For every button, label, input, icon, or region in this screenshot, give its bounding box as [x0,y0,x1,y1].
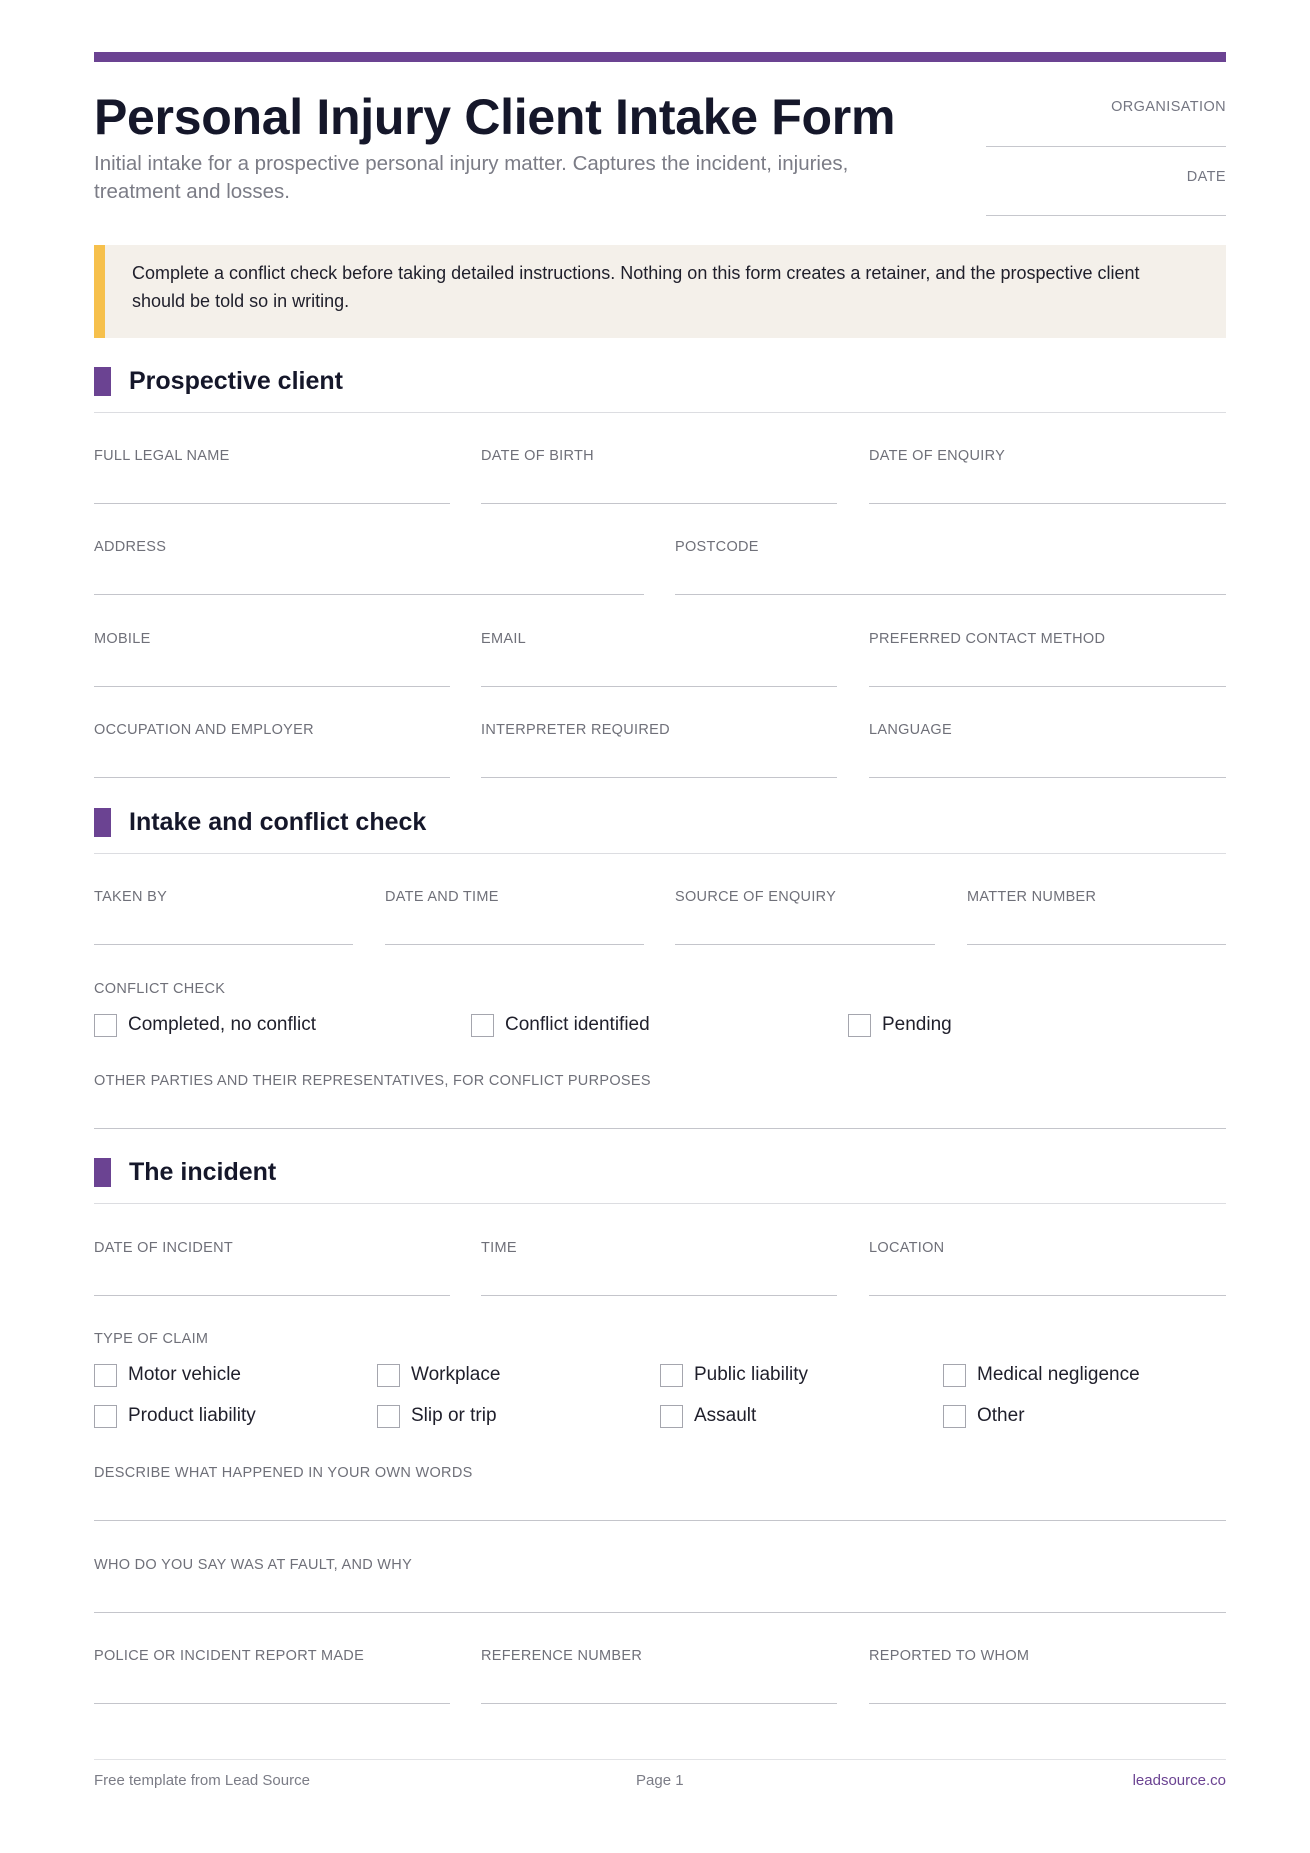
field-label: REFERENCE NUMBER [481,1648,643,1664]
page-number: Page 1 [636,1772,684,1789]
checkbox-label: Assault [694,1405,757,1426]
report-made-field[interactable] [94,1648,450,1704]
at-fault-field[interactable] [94,1557,1226,1613]
field-label: DATE OF INCIDENT [94,1240,234,1256]
claim-option-assault[interactable] [660,1404,756,1428]
field-label: LANGUAGE [869,722,952,738]
conflict-check-label: CONFLICT CHECK [94,981,226,997]
field-label: MOBILE [94,631,151,647]
field-label: POSTCODE [675,539,759,555]
section-marker [94,367,111,396]
preferred-contact-method-field[interactable] [869,631,1226,687]
source-of-enquiry-field[interactable] [675,889,935,945]
email-field[interactable] [481,631,837,687]
section-marker [94,808,111,837]
checkbox-label: Other [977,1405,1025,1426]
time-field[interactable] [481,1240,837,1296]
checkbox[interactable] [377,1364,400,1387]
section-title: Prospective client [129,367,343,395]
field-label: DATE OF ENQUIRY [869,448,1006,464]
date-and-time-field[interactable] [385,889,644,945]
conflict-option-no-conflict[interactable] [94,1013,316,1037]
checkbox-label: Pending [882,1014,952,1035]
section-marker [94,1158,111,1187]
date-of-birth-field[interactable] [481,448,837,504]
field-label: OTHER PARTIES AND THEIR REPRESENTATIVES, FOR CONFLICT PURPOSES [94,1073,651,1089]
checkbox-label: Workplace [411,1364,501,1385]
claim-option-public-liability[interactable] [660,1363,808,1387]
section-the-incident [94,1158,1226,1204]
claim-option-motor-vehicle[interactable] [94,1363,241,1387]
field-label: DATE AND TIME [385,889,499,905]
checkbox[interactable] [377,1405,400,1428]
section-title: Intake and conflict check [129,808,427,836]
claim-option-other[interactable] [943,1404,1025,1428]
checkbox-label: Completed, no conflict [128,1014,316,1035]
checkbox-label: Motor vehicle [128,1364,241,1385]
field-label: DATE OF BIRTH [481,448,594,464]
claim-option-slip-or-trip[interactable] [377,1404,497,1428]
field-label: ADDRESS [94,539,167,555]
form-page [94,0,1226,1853]
footer-link[interactable]: leadsource.co [1132,1772,1226,1789]
date-label: DATE [1186,169,1226,185]
section-intake-conflict-check [94,808,1226,854]
field-label: PREFERRED CONTACT METHOD [869,631,1106,647]
checkbox-label: Slip or trip [411,1405,497,1426]
field-label: REPORTED TO WHOM [869,1648,1030,1664]
claim-option-product-liability[interactable] [94,1404,256,1428]
other-parties-field[interactable] [94,1073,1226,1129]
occupation-employer-field[interactable] [94,722,450,778]
checkbox[interactable] [943,1364,966,1387]
footer-divider [94,1759,1226,1760]
checkbox[interactable] [943,1405,966,1428]
checkbox-label: Medical negligence [977,1364,1140,1385]
field-label: DESCRIBE WHAT HAPPENED IN YOUR OWN WORDS [94,1465,473,1481]
interpreter-required-field[interactable] [481,722,837,778]
address-field[interactable] [94,539,644,595]
field-label: TAKEN BY [94,889,168,905]
field-label: EMAIL [481,631,527,647]
notice-text: Complete a conflict check before taking detailed instructions. Nothing on this form creates a retainer, and the prospective client should be told so in writing. [132,263,1140,311]
postcode-field[interactable] [675,539,1226,595]
checkbox-label: Product liability [128,1405,256,1426]
checkbox-label: Conflict identified [505,1014,650,1035]
page-subtitle: Initial intake for a prospective personal injury matter. Captures the incident, injuries, treatment and losses. [94,152,849,203]
reported-to-whom-field[interactable] [869,1648,1226,1704]
language-field[interactable] [869,722,1226,778]
full-legal-name-field[interactable] [94,448,450,504]
field-label: SOURCE OF ENQUIRY [675,889,837,905]
organisation-label: ORGANISATION [1111,99,1226,115]
date-of-incident-field[interactable] [94,1240,450,1296]
reference-number-field[interactable] [481,1648,837,1704]
matter-number-field[interactable] [967,889,1226,945]
footer-credit: Free template from Lead Source [94,1772,310,1789]
field-label: OCCUPATION AND EMPLOYER [94,722,314,738]
field-label: INTERPRETER REQUIRED [481,722,670,738]
date-field[interactable] [986,215,1226,216]
conflict-option-pending[interactable] [848,1013,952,1037]
taken-by-field[interactable] [94,889,353,945]
field-label: FULL LEGAL NAME [94,448,230,464]
location-field[interactable] [869,1240,1226,1296]
organisation-field[interactable] [986,146,1226,147]
conflict-option-identified[interactable] [471,1013,650,1037]
field-label: POLICE OR INCIDENT REPORT MADE [94,1648,365,1664]
conflict-notice [94,245,1226,338]
page-title: Personal Injury Client Intake Form [94,89,896,145]
describe-what-happened-field[interactable] [94,1465,1226,1521]
type-of-claim-label: TYPE OF CLAIM [94,1331,209,1347]
section-title: The incident [129,1158,277,1186]
date-of-enquiry-field[interactable] [869,448,1226,504]
field-label: LOCATION [869,1240,945,1256]
checkbox[interactable] [848,1014,871,1037]
checkbox[interactable] [94,1405,117,1428]
checkbox-label: Public liability [694,1364,809,1385]
claim-option-medical-negligence[interactable] [943,1363,1140,1387]
checkbox[interactable] [94,1014,117,1037]
mobile-field[interactable] [94,631,450,687]
checkbox[interactable] [660,1364,683,1387]
field-label: MATTER NUMBER [967,889,1097,905]
claim-option-workplace[interactable] [377,1363,500,1387]
checkbox[interactable] [471,1014,494,1037]
checkbox[interactable] [660,1405,683,1428]
field-label: TIME [481,1240,517,1256]
checkbox[interactable] [94,1364,117,1387]
top-accent-bar [94,52,1226,62]
field-label: WHO DO YOU SAY WAS AT FAULT, AND WHY [94,1557,413,1573]
section-prospective-client [94,367,1226,413]
